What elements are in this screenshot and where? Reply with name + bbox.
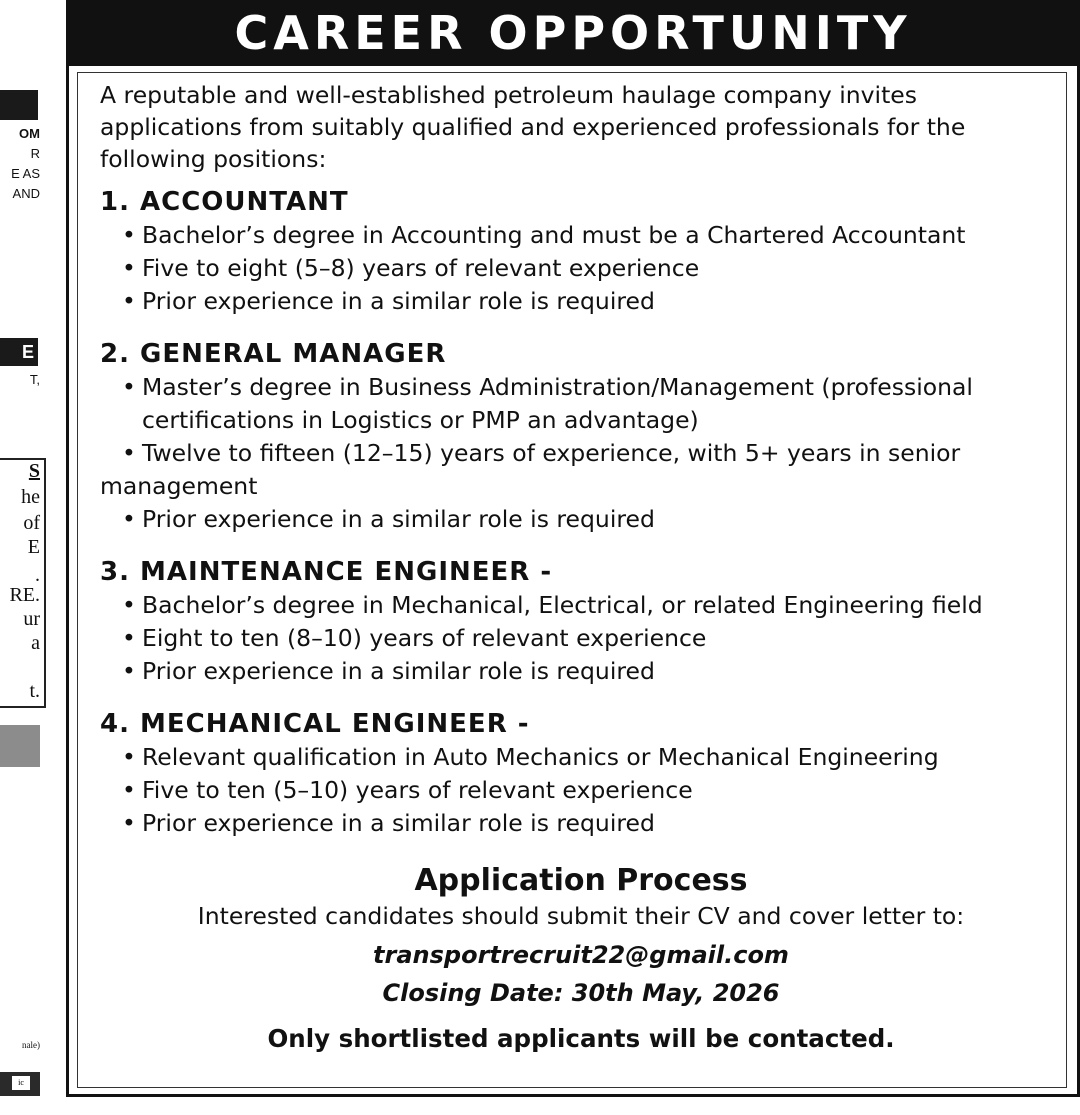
requirement-item: • Prior experience in a similar role is required	[122, 809, 655, 837]
neighbor-badge	[0, 1072, 40, 1096]
requirement-item: • Relevant qualification in Auto Mechanics or Mechanical Engineering	[122, 743, 939, 771]
neighbor-box-row: t.	[29, 680, 40, 702]
neighbor-badge-text: ic	[12, 1076, 30, 1090]
neighbor-box-row: he	[21, 486, 40, 508]
requirement-item: • Prior experience in a similar role is required	[122, 505, 655, 533]
requirement-item: • Bachelor’s degree in Mechanical, Electrical, or related Engineering field	[122, 591, 983, 619]
contact-email: transportrecruit22@gmail.com	[373, 941, 789, 969]
neighbor-small-text: nale)	[22, 1040, 40, 1050]
neighbor-text: R	[30, 146, 40, 161]
requirement-item: • Five to ten (5–10) years of relevant experience	[122, 776, 693, 804]
neighbor-box-row: .	[35, 564, 40, 586]
requirement-item: • Twelve to fifteen (12–15) years of experience, with 5+ years in senior management	[100, 439, 961, 500]
advert-body	[77, 72, 1067, 1088]
requirement-item: • Prior experience in a similar role is required	[122, 287, 655, 315]
requirement-item: • Eight to ten (8–10) years of relevant experience	[122, 624, 707, 652]
advert-intro: A reputable and well-established petroleum haulage company invites applications from suitably qualified and experienced professionals for the following positions:	[100, 81, 966, 173]
job-mechanical-engineer	[100, 707, 1062, 840]
career-advert	[66, 0, 1080, 1097]
neighbor-box-row: ur	[23, 608, 40, 630]
job-general-manager	[100, 337, 1062, 536]
neighbor-text: T,	[29, 372, 40, 387]
job-title: 1. ACCOUNTANT	[100, 187, 349, 217]
closing-date: Closing Date: 30th May, 2026	[382, 979, 780, 1007]
neighbor-box-row: of	[23, 512, 40, 534]
shortlist-note: Only shortlisted applicants will be contacted.	[267, 1024, 895, 1053]
neighbor-box-row: a	[31, 632, 40, 654]
neighbor-black-bar	[0, 90, 38, 120]
neighbor-box-row: E	[27, 536, 40, 558]
neighbor-gray-block	[0, 725, 40, 767]
process-title: Application Process	[414, 863, 748, 898]
neighbor-text: E AS	[11, 166, 40, 181]
application-process	[100, 862, 1062, 1056]
neighbor-text: AND	[12, 186, 40, 201]
job-title: 2. GENERAL MANAGER	[100, 339, 447, 369]
neighbor-column	[0, 0, 52, 1115]
requirement-item: • Prior experience in a similar role is required	[122, 657, 655, 685]
job-maintenance-engineer	[100, 555, 1062, 688]
process-text: Interested candidates should submit their CV and cover letter to:	[197, 902, 965, 930]
advert-title: CAREER OPPORTUNITY	[69, 0, 1077, 66]
requirement-item: • Bachelor’s degree in Accounting and must be a Chartered Accountant	[122, 221, 966, 249]
neighbor-box-row: S	[28, 460, 40, 482]
requirement-item: • Five to eight (5–8) years of relevant experience	[122, 254, 700, 282]
job-title: 3. MAINTENANCE ENGINEER -	[100, 557, 553, 587]
job-accountant	[100, 185, 1062, 318]
job-title: 4. MECHANICAL ENGINEER -	[100, 709, 530, 739]
neighbor-black-label: E	[0, 338, 38, 366]
neighbor-boxed-article	[0, 458, 46, 708]
neighbor-box-row: RE.	[9, 584, 40, 606]
neighbor-text: OM	[19, 126, 40, 141]
requirement-item: • Master’s degree in Business Administration/Management (professional certifications in Logistics or PMP an advantage)	[122, 373, 973, 434]
